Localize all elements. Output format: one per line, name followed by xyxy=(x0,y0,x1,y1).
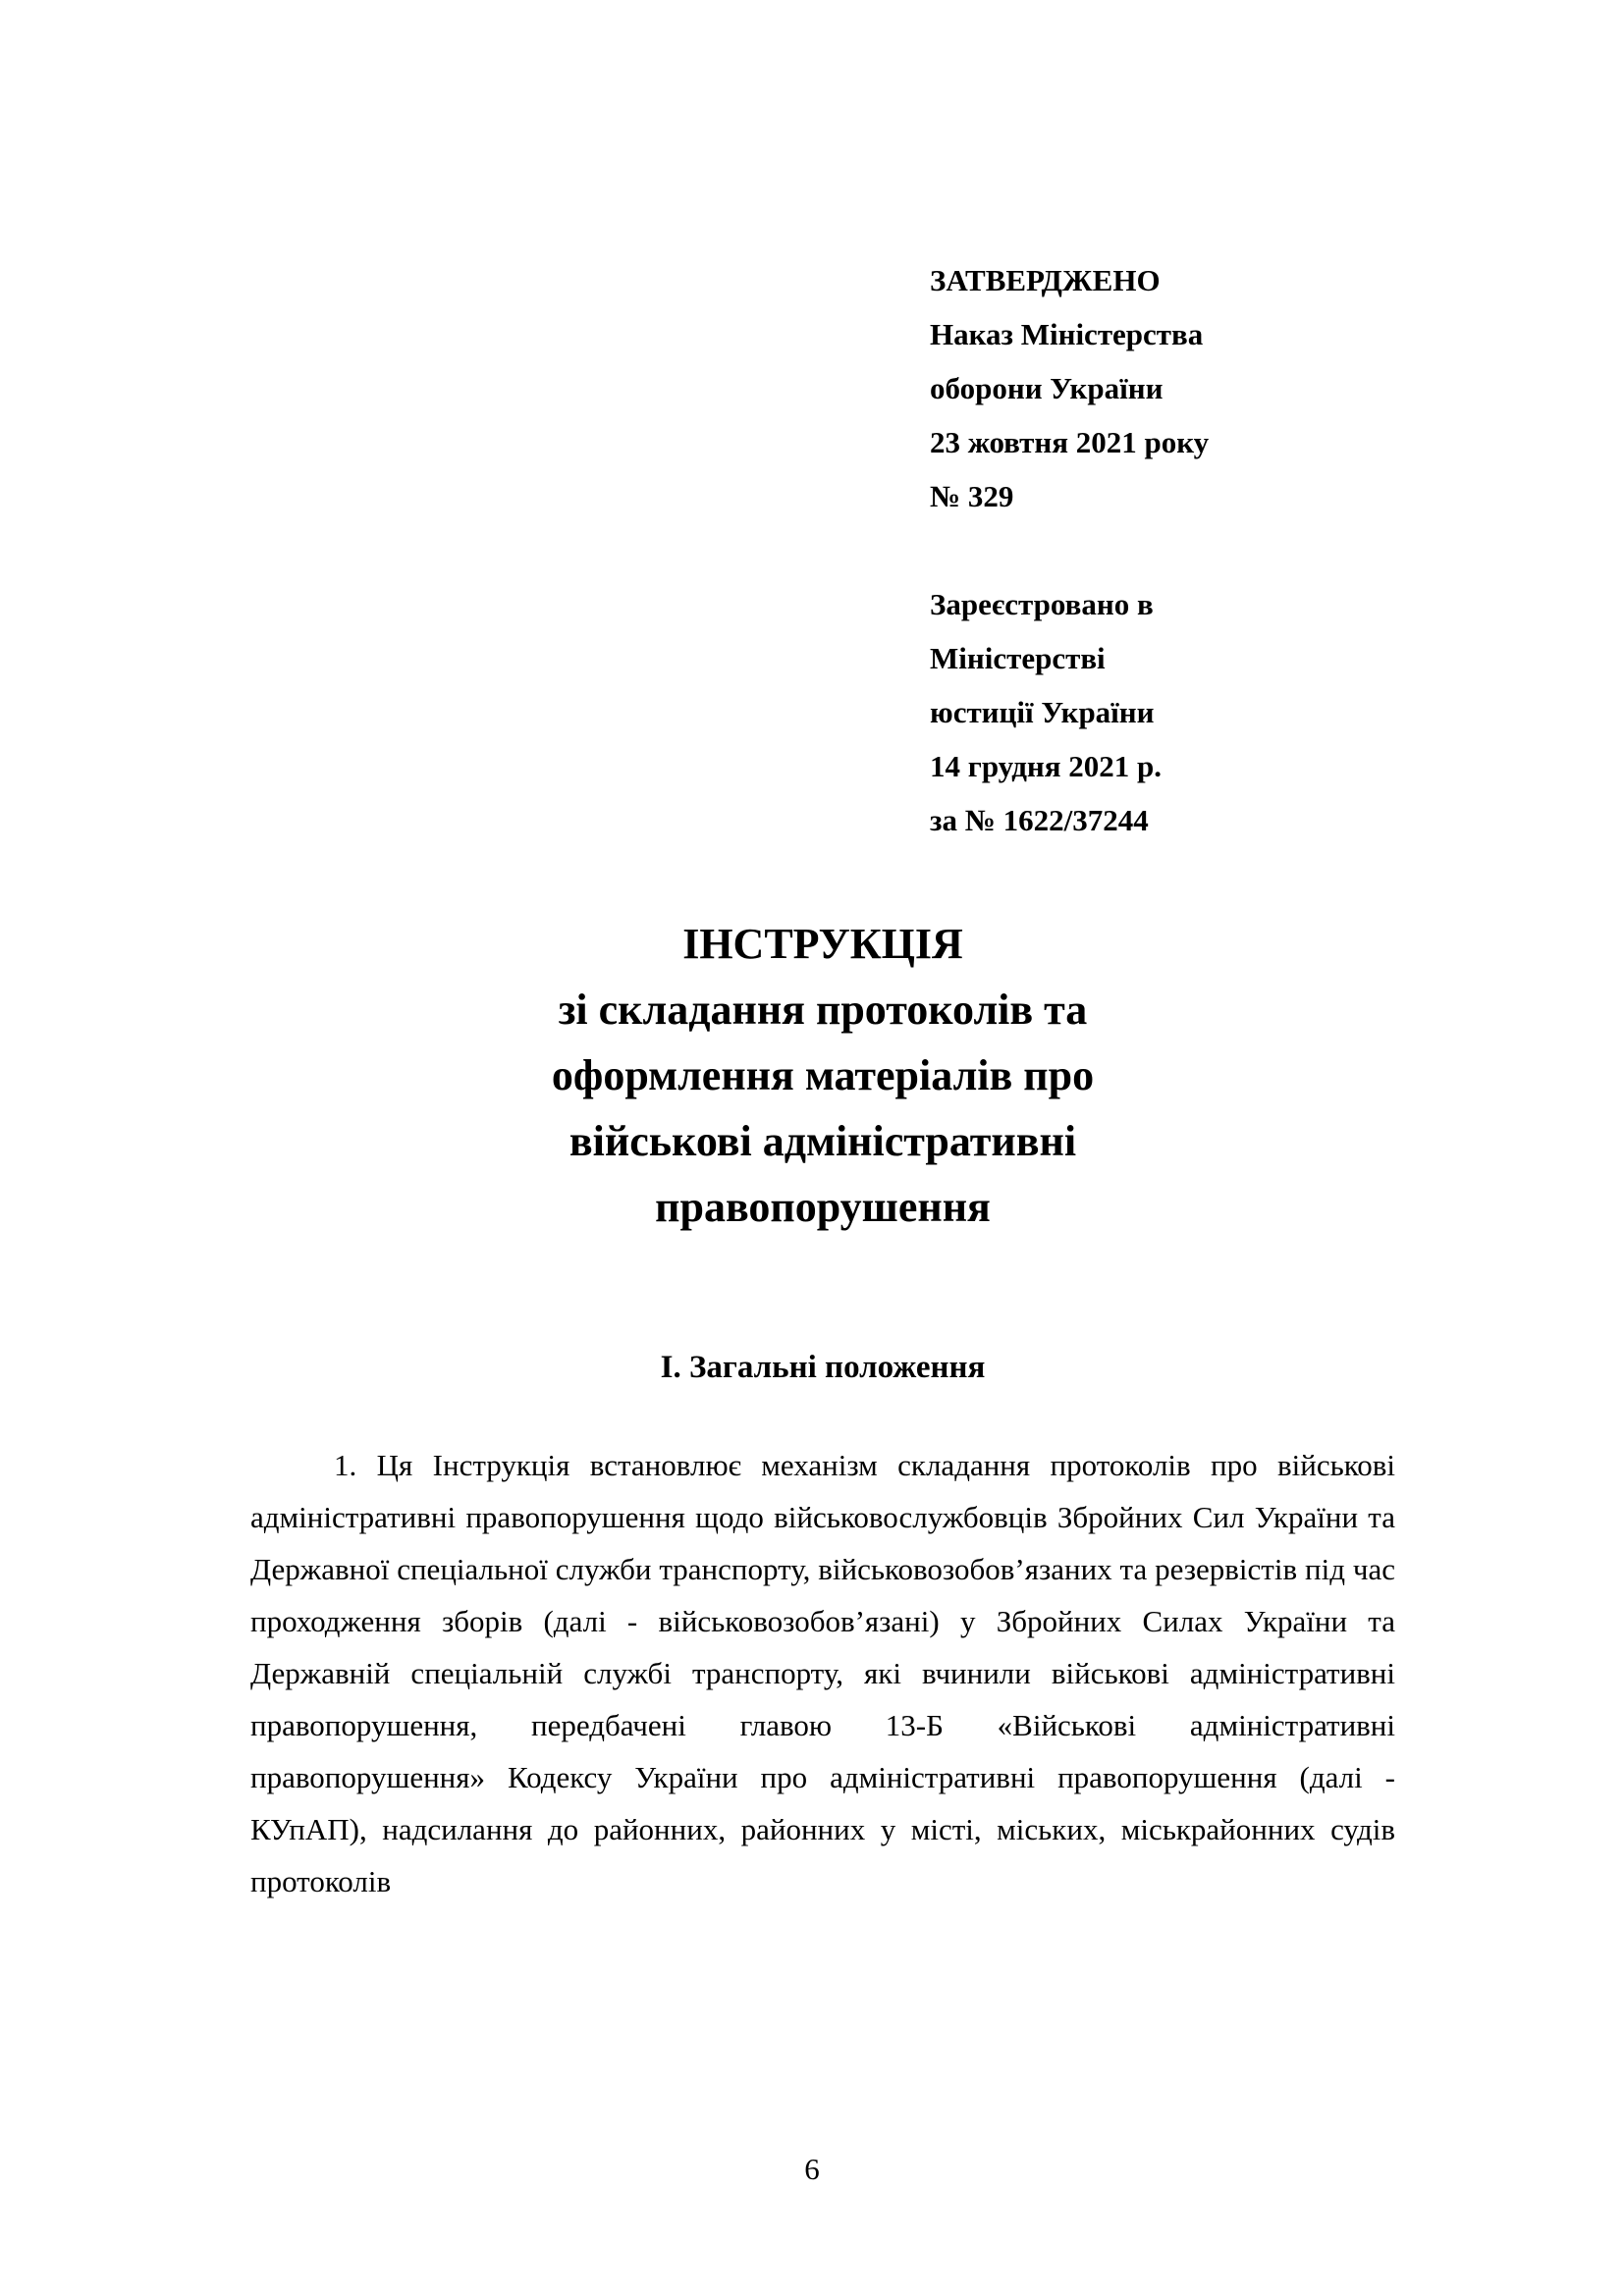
paragraph-1: 1. Ця Інструкція встановлює механізм складання протоколів про військові адміністративні правопорушення щодо військовослужбовців Збройних Сил України та Державної спеціальної служби транспорту, військовозобов’язаних та резервістів під час проходження зборів (далі - військовозобов’язані) у Збройних Силах України та Державній спеціальній службі транспорту, які вчинили військові адміністративні правопорушення, передбачені главою 13-Б «Військові адміністративні правопорушення» Кодексу України про адміністративні правопорушення (далі - КУпАП), надсилання до районних, районних у місті, міських, міськрайонних судів протоколів xyxy=(250,1448,1395,1898)
title-line: оформлення матеріалів про xyxy=(551,1051,1095,1099)
title-line: зі складання протоколів та xyxy=(558,986,1088,1034)
document-title xyxy=(250,911,1395,1240)
registration-line: юстиції України xyxy=(930,695,1155,729)
registration-stamp xyxy=(930,577,1401,847)
page-number: 6 xyxy=(804,2152,820,2186)
approval-line: 23 жовтня 2021 року xyxy=(930,425,1210,459)
registration-line: Міністерстві xyxy=(930,641,1106,675)
approval-line: оборони України xyxy=(930,371,1164,405)
registration-line: Зареєстровано в xyxy=(930,587,1154,621)
title-line: військові адміністративні xyxy=(568,1117,1077,1165)
approval-line: Наказ Міністерства xyxy=(930,317,1204,351)
approval-block xyxy=(930,253,1401,847)
title-line: правопорушення xyxy=(655,1183,991,1231)
registration-line: за № 1622/37244 xyxy=(930,803,1149,837)
approval-line: ЗАТВЕРДЖЕНО xyxy=(930,263,1161,297)
approval-stamp xyxy=(930,253,1401,523)
approval-line: № 329 xyxy=(930,479,1014,513)
section-heading: І. Загальні положення xyxy=(660,1350,986,1385)
title-line: ІНСТРУКЦІЯ xyxy=(682,920,963,968)
registration-line: 14 грудня 2021 р. xyxy=(930,749,1163,783)
